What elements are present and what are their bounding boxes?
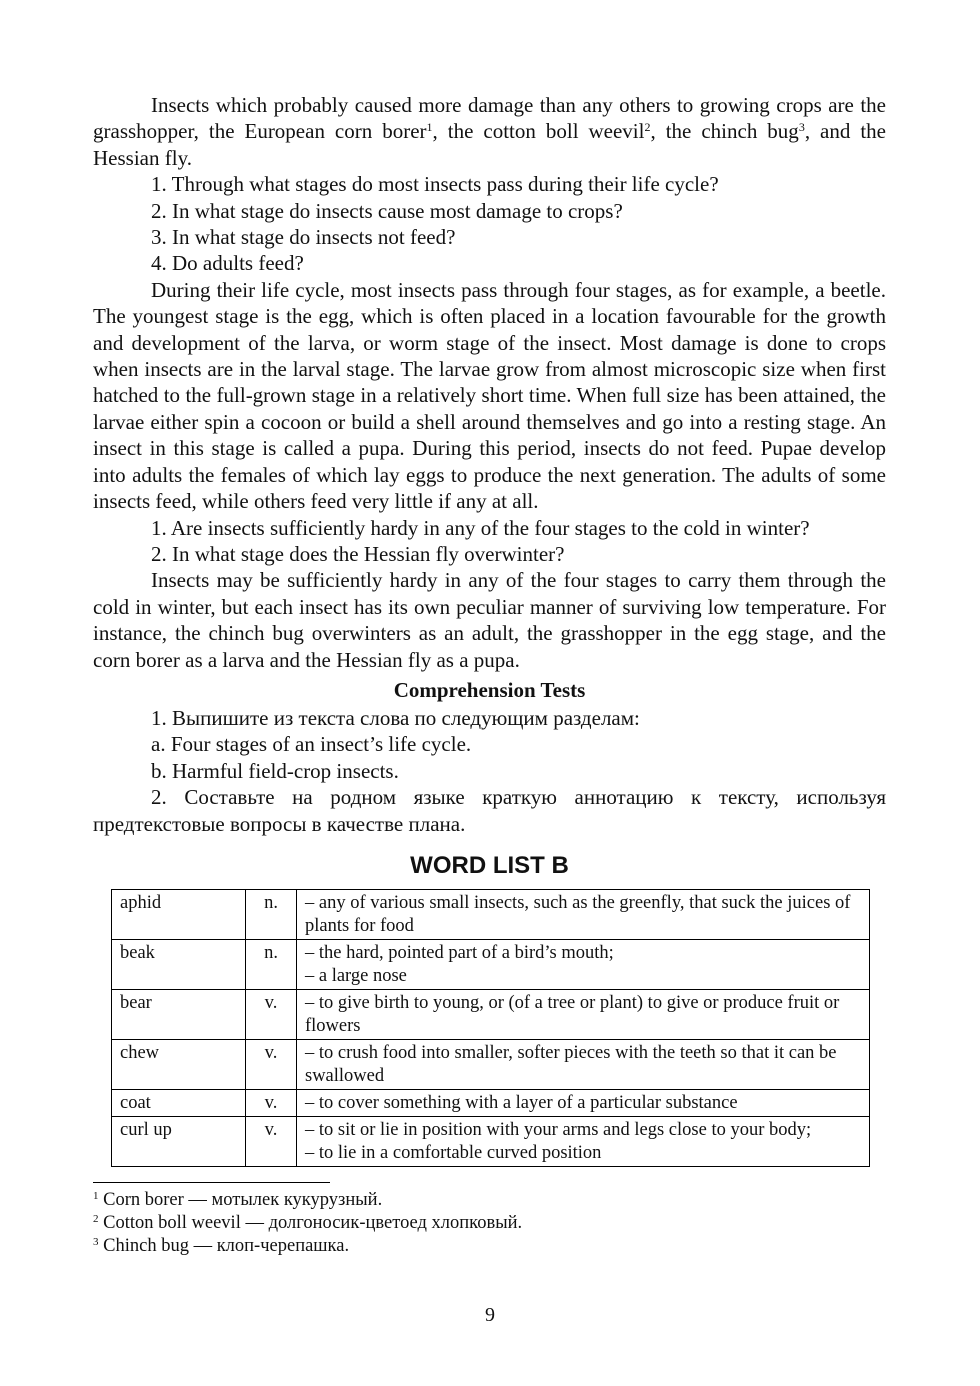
footnote-ref-2: 2 xyxy=(644,120,651,135)
intro-paragraph: Insects which probably caused more damage than any others to growing crops are the grasshopper, the European corn borer$^1$, the cotton boll weevil$^2$, the chinch bug$^3$, and the Hessian fly. xyxy=(93,93,886,170)
question-6: 2. In what stage does the Hessian fly overwinter? xyxy=(151,541,565,566)
life-cycle-paragraph: During their life cycle, most insects pass through four stages, as for example, a beetle. The youngest stage is the egg, which is often placed in a location favourable for the growth and development of the larva, or worm stage of the insect. Most damage is done to crops when insects are in the larval stage. The larvae grow from almost microscopic size when first hatched to the full-grown stage in a relatively short time. When full size has been attained, the larvae either spin a cocoon or build a shell around themselves and go into a resting stage. An insect in this stage is called a pupa. During this period, insects do not feed. Pupae develop into adults the females of which lay eggs to produce the next generation. The adults of some insects feed, while others feed very little if any at all. xyxy=(93,277,886,514)
definition-cell: – the hard, pointed part of a bird’s mouth; – a large nose xyxy=(297,939,870,989)
word-cell: aphid xyxy=(112,889,246,939)
footnotes xyxy=(93,1189,886,1258)
definition-cell: – to crush food into smaller, softer pieces with the teeth so that it can be swallowed xyxy=(297,1039,870,1089)
pos-cell: n. xyxy=(246,939,297,989)
footnote-divider xyxy=(93,1182,330,1183)
footnote-2: $^2$ Cotton boll weevil — долгоносик-цветоед хлопковый. xyxy=(93,1212,523,1233)
word-cell: chew xyxy=(112,1039,246,1089)
task-1b: b. Harmful field-crop insects. xyxy=(151,758,399,783)
task-1: 1. Выпишите из текста слова по следующим разделам: xyxy=(151,705,640,730)
pos-cell: v. xyxy=(246,1116,297,1166)
definition-cell: – any of various small insects, such as the greenfly, that suck the juices of plants for food xyxy=(297,889,870,939)
question-2: 2. In what stage do insects cause most damage to crops? xyxy=(151,198,623,223)
question-1: 1. Through what stages do most insects pass during their life cycle? xyxy=(151,172,719,197)
word-cell: bear xyxy=(112,989,246,1039)
overwinter-paragraph: Insects may be sufficiently hardy in any of the four stages to carry them through the cold in winter, but each insect has its own peculiar manner of surviving low temperature. For instance, the chinch bug overwinters as an adult, the grasshopper in the egg stage, and the corn borer as a larva and the Hessian fly as a pupa. xyxy=(93,568,886,672)
table-row xyxy=(112,1089,870,1116)
pos-cell: v. xyxy=(246,989,297,1039)
footnote-1: $^1$ Corn borer — мотылек кукурузный. xyxy=(93,1189,383,1210)
word-cell: beak xyxy=(112,939,246,989)
task-2: 2. Составьте на родном языке краткую аннотацию к тексту, используя предтекстовые вопросы в качестве плана. xyxy=(93,785,886,836)
footnote-ref-3: 3 xyxy=(798,120,805,135)
word-list-table xyxy=(111,889,870,1167)
footnote-3: $^3$ Chinch bug — клоп-черепашка. xyxy=(93,1235,350,1256)
comprehension-heading: Comprehension Tests xyxy=(393,677,586,702)
page-number: 9 xyxy=(485,1304,495,1326)
table-row xyxy=(112,989,870,1039)
pos-cell: n. xyxy=(246,889,297,939)
pos-cell: v. xyxy=(246,1039,297,1089)
question-3: 3. In what stage do insects not feed? xyxy=(151,225,456,250)
task-1a: a. Four stages of an insect’s life cycle. xyxy=(151,732,472,757)
word-cell: coat xyxy=(112,1089,246,1116)
table-row xyxy=(112,1116,870,1166)
definition-cell: – to sit or lie in position with your arms and legs close to your body; – to lie in a comfortable curved position xyxy=(297,1116,870,1166)
word-list-title: WORD LIST B xyxy=(410,851,569,879)
definition-cell: – to cover something with a layer of a particular substance xyxy=(297,1089,870,1116)
table-row xyxy=(112,889,870,939)
footnote-ref-1: 1 xyxy=(426,120,433,135)
word-cell: curl up xyxy=(112,1116,246,1166)
question-5: 1. Are insects sufficiently hardy in any of the four stages to the cold in winter? xyxy=(151,515,810,540)
definition-cell: – to give birth to young, or (of a tree or plant) to give or produce fruit or flowers xyxy=(297,989,870,1039)
page-content xyxy=(93,92,886,1258)
table-row xyxy=(112,1039,870,1089)
pos-cell: v. xyxy=(246,1089,297,1116)
question-4: 4. Do adults feed? xyxy=(151,251,304,276)
table-row xyxy=(112,939,870,989)
